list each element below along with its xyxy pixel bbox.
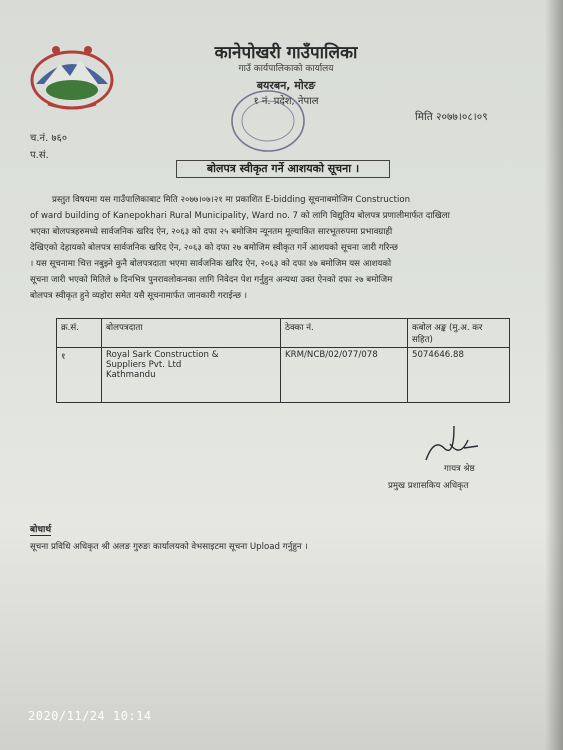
- cell-amount: 5074646.88: [408, 348, 510, 403]
- office-name: गाउँ कार्यपालिकाको कार्यालय: [238, 64, 334, 74]
- signature: [420, 418, 482, 466]
- body-line: भएका बोलपत्रहरुमध्ये सार्वजनिक खरिद ऐन, २०६३ को दफा २५ बमोजिम न्यूनतम मूल्याकित सारभूतरुपमा प्रभावग्राही: [30, 227, 393, 237]
- notice-subject: बोलपत्र स्वीकृत गर्ने आशयको सूचना ।: [176, 160, 390, 178]
- signatory-name: गायत्र श्रेष्ठ: [444, 464, 475, 474]
- cc-heading: बोधार्थ: [30, 522, 51, 536]
- header-serial: क्र.सं.: [57, 319, 102, 348]
- table-row: [57, 348, 510, 403]
- office-province: १ नं. प्रदेश, नेपाल: [253, 96, 319, 107]
- dispatch-number: च.नं. ७६०: [30, 133, 68, 144]
- bidder-line: Kathmandu: [106, 370, 156, 380]
- table-header-row: [57, 319, 510, 348]
- body-line: सूचना जारी भएको मितिले ७ दिनभित्र पुनरावलोकनका लागि निवेदन पेश गर्नुहुन अन्यथा उक्त ऐनको दफा २७ बमोजिम: [30, 275, 393, 285]
- cell-contract-no: KRM/NCB/02/077/078: [281, 348, 408, 403]
- org-name: कानेपोखरी गाउँपालिका: [214, 43, 358, 63]
- bidder-line: Suppliers Pvt. Ltd: [106, 360, 182, 370]
- header-amount: कबोल अङ्क (मु.अ. कर सहित): [408, 319, 510, 348]
- page-shadow: [545, 0, 563, 750]
- body-line: of ward building of Kanepokhari Rural Municipality, Ward no. 7 को लागि विद्युतिय बोलपत्र प्रणालीमार्फत दाखिला: [30, 211, 450, 221]
- office-stamp: [226, 86, 310, 156]
- photo-timestamp: 2020/11/24 10:14: [28, 709, 152, 723]
- nepal-emblem-logo: [26, 38, 118, 112]
- body-line: देखिएको देहायको बोलपत्र सार्वजनिक खरिद ऐन, २०६३ को दफा २७ बमोजिम स्वीकृत गर्ने आशयको सूचना जारी गरिन्छ: [30, 243, 398, 253]
- letter-number: प.सं.: [30, 150, 49, 161]
- header-bidder: बोलपत्रदाता: [102, 319, 281, 348]
- body-line: बोलपत्र स्वीकृत हुने व्यहोरा समेत यसै सूचनामार्फत जानकारी गराईन्छ ।: [30, 291, 248, 301]
- bidder-line: Royal Sark Construction &: [106, 350, 219, 360]
- body-line: प्रस्तुत विषयमा यस गाउँपालिकाबाट मिति २०७७।०७।२१ मा प्रकाशित E-bidding सूचनाबमोजिम Construction: [52, 195, 411, 205]
- body-line: । यस सूचनामा चित्त नबुझ्ने कुनै बोलपत्रदाता भएमा सार्वजनिक खरिद ऐन, २०६३ को दफा ४७ बमोजिम यस आशयको: [30, 259, 392, 269]
- bid-table: [56, 318, 510, 403]
- office-location: बयरबन, मोरङ: [256, 79, 316, 92]
- cell-serial: १: [57, 348, 102, 403]
- notice-date: मिति २०७७।०८।०९: [415, 111, 488, 123]
- cell-bidder: [102, 348, 281, 403]
- signatory-title: प्रमुख प्रशासकिय अधिकृत: [388, 481, 469, 491]
- cc-line: सूचना प्रविधि अधिकृत श्री अलङ गुरुङः कार्यालयको वेभसाइटमा सूचना Upload गर्नुहुन ।: [30, 542, 308, 552]
- header-contract-no: ठेक्का नं.: [281, 319, 408, 348]
